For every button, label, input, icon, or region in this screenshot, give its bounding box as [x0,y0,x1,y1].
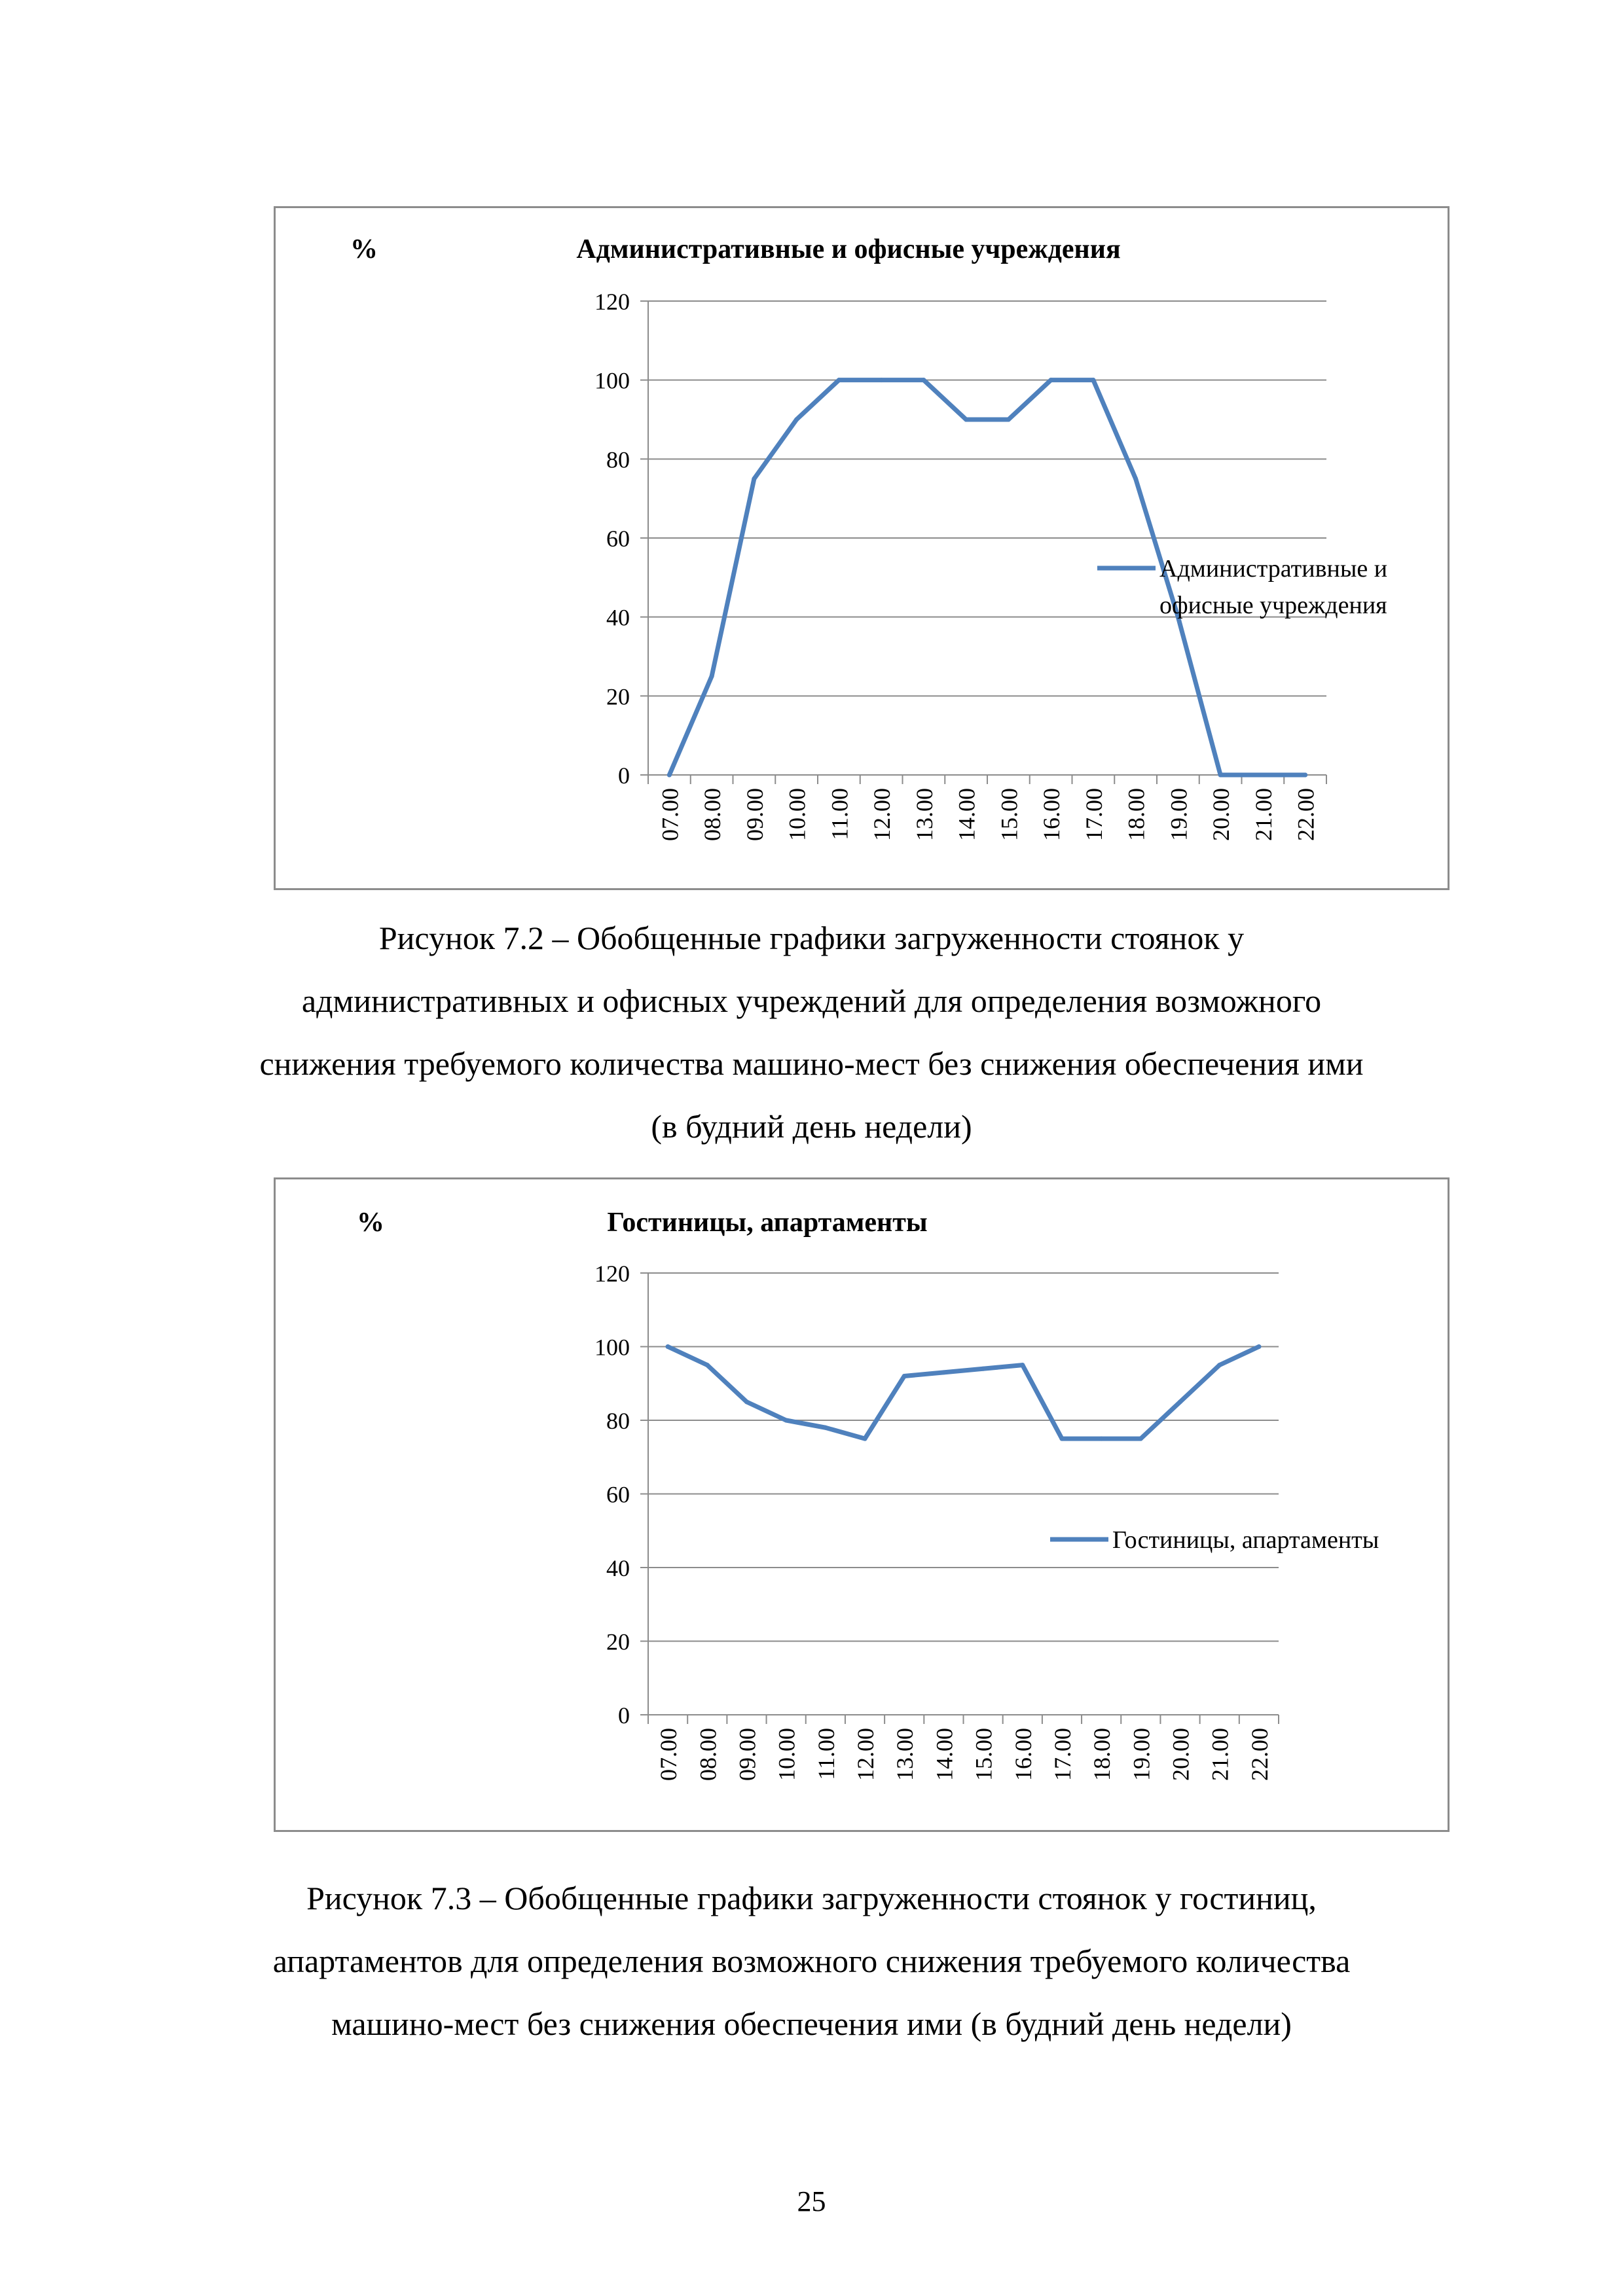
caption-line: административных и офисных учреждений для определения возможного [301,982,1322,1019]
chart-svg-hotels [276,1179,1448,1830]
data-point [902,1374,907,1378]
x-tick-label: 10.00 [784,788,811,841]
x-tick-label: 16.00 [1038,788,1065,841]
y-tick-label: 0 [618,762,630,789]
x-tick-label: 13.00 [911,788,938,841]
y-tick-label: 40 [606,1555,630,1581]
chart-title: Гостиницы, апартаменты [607,1208,928,1238]
y-axis-label: % [350,234,378,264]
data-point [1218,773,1223,778]
data-point [1133,476,1138,481]
data-point [837,378,841,382]
x-tick-label: 16.00 [1010,1728,1036,1781]
y-axis-label: % [357,1208,384,1238]
y-tick-label: 120 [594,289,630,315]
x-tick-label: 20.00 [1208,788,1235,841]
x-tick-label: 07.00 [657,788,684,841]
data-point [1217,1363,1222,1367]
x-tick-label: 22.00 [1246,1728,1273,1781]
data-point [705,1363,710,1367]
page-number: 25 [797,2185,826,2217]
x-tick-label: 12.00 [852,1728,879,1781]
x-tick-label: 17.00 [1080,788,1107,841]
y-tick-label: 100 [594,367,630,394]
x-tick-label: 15.00 [996,788,1023,841]
data-point [1178,1399,1182,1404]
y-tick-label: 80 [606,1408,630,1434]
caption-line: снижения требуемого количества машино-мест без снижения обеспечения ими [259,1045,1364,1082]
data-point [1099,1437,1104,1441]
data-point [1049,378,1053,382]
figure-caption-7-3 [131,1867,1492,2055]
x-tick-label: 09.00 [741,788,768,841]
data-point [784,1418,788,1423]
series-line [668,1347,1259,1439]
data-point [964,418,968,422]
x-tick-label: 10.00 [773,1728,800,1781]
data-point [1091,378,1095,382]
legend-label: офисные учреждения [1159,592,1387,619]
x-tick-label: 11.00 [812,1728,839,1780]
data-point [941,1370,946,1374]
x-tick-label: 08.00 [695,1728,721,1781]
caption-line: Рисунок 7.3 – Обобщенные графики загруженности стоянок у гостиниц, [306,1880,1317,1916]
y-tick-label: 0 [618,1702,630,1729]
y-tick-label: 20 [606,683,630,710]
data-point [794,418,799,422]
chart-svg-administrative [276,208,1448,888]
data-point [744,1399,749,1404]
y-tick-label: 60 [606,1481,630,1508]
data-point [1256,1344,1261,1349]
x-tick-label: 22.00 [1292,788,1319,841]
x-tick-label: 18.00 [1123,788,1150,841]
x-tick-label: 07.00 [655,1728,682,1781]
data-point [981,1367,985,1371]
x-tick-label: 08.00 [699,788,726,841]
x-tick-label: 20.00 [1167,1728,1194,1781]
data-point [863,1437,867,1441]
x-tick-label: 13.00 [892,1728,919,1781]
data-point [752,476,756,481]
legend-label: Административные и [1159,555,1388,583]
chart-administrative-offices [274,206,1450,890]
x-tick-label: 11.00 [826,788,853,840]
chart-title: Административные и офисные учреждения [576,234,1121,264]
data-point [1260,773,1265,778]
data-point [710,674,714,679]
legend-label: Гостиницы, апартаменты [1112,1526,1379,1554]
data-point [1006,418,1011,422]
x-tick-label: 15.00 [970,1728,997,1781]
data-point [1139,1437,1143,1441]
data-point [823,1426,828,1430]
x-tick-label: 17.00 [1049,1728,1076,1781]
y-tick-label: 80 [606,446,630,473]
data-point [921,378,926,382]
x-tick-label: 09.00 [734,1728,761,1781]
figure-caption-7-2 [131,906,1492,1158]
caption-line: (в будний день недели) [651,1108,972,1145]
x-tick-label: 19.00 [1128,1728,1155,1781]
data-point [879,378,884,382]
y-tick-label: 100 [594,1334,630,1361]
data-point [1020,1363,1025,1367]
x-tick-label: 19.00 [1165,788,1192,841]
x-tick-label: 21.00 [1207,1728,1233,1781]
x-tick-label: 14.00 [931,1728,958,1781]
chart-hotels-apartments [274,1177,1450,1832]
x-tick-label: 14.00 [953,788,980,841]
data-point [1059,1437,1064,1441]
y-tick-label: 60 [606,526,630,552]
x-tick-label: 21.00 [1250,788,1277,841]
data-point [667,773,672,778]
y-tick-label: 40 [606,604,630,631]
x-tick-label: 18.00 [1089,1728,1116,1781]
caption-line: машино-мест без снижения обеспечения ими (в будний день недели) [331,2005,1292,2042]
y-tick-label: 120 [594,1261,630,1287]
caption-line: Рисунок 7.2 – Обобщенные графики загруженности стоянок у [378,920,1245,956]
x-tick-label: 12.00 [869,788,896,841]
caption-line: апартаментов для определения возможного снижения требуемого количества [272,1943,1351,1979]
data-point [666,1344,670,1349]
y-tick-label: 20 [606,1628,630,1655]
data-point [1303,773,1307,778]
